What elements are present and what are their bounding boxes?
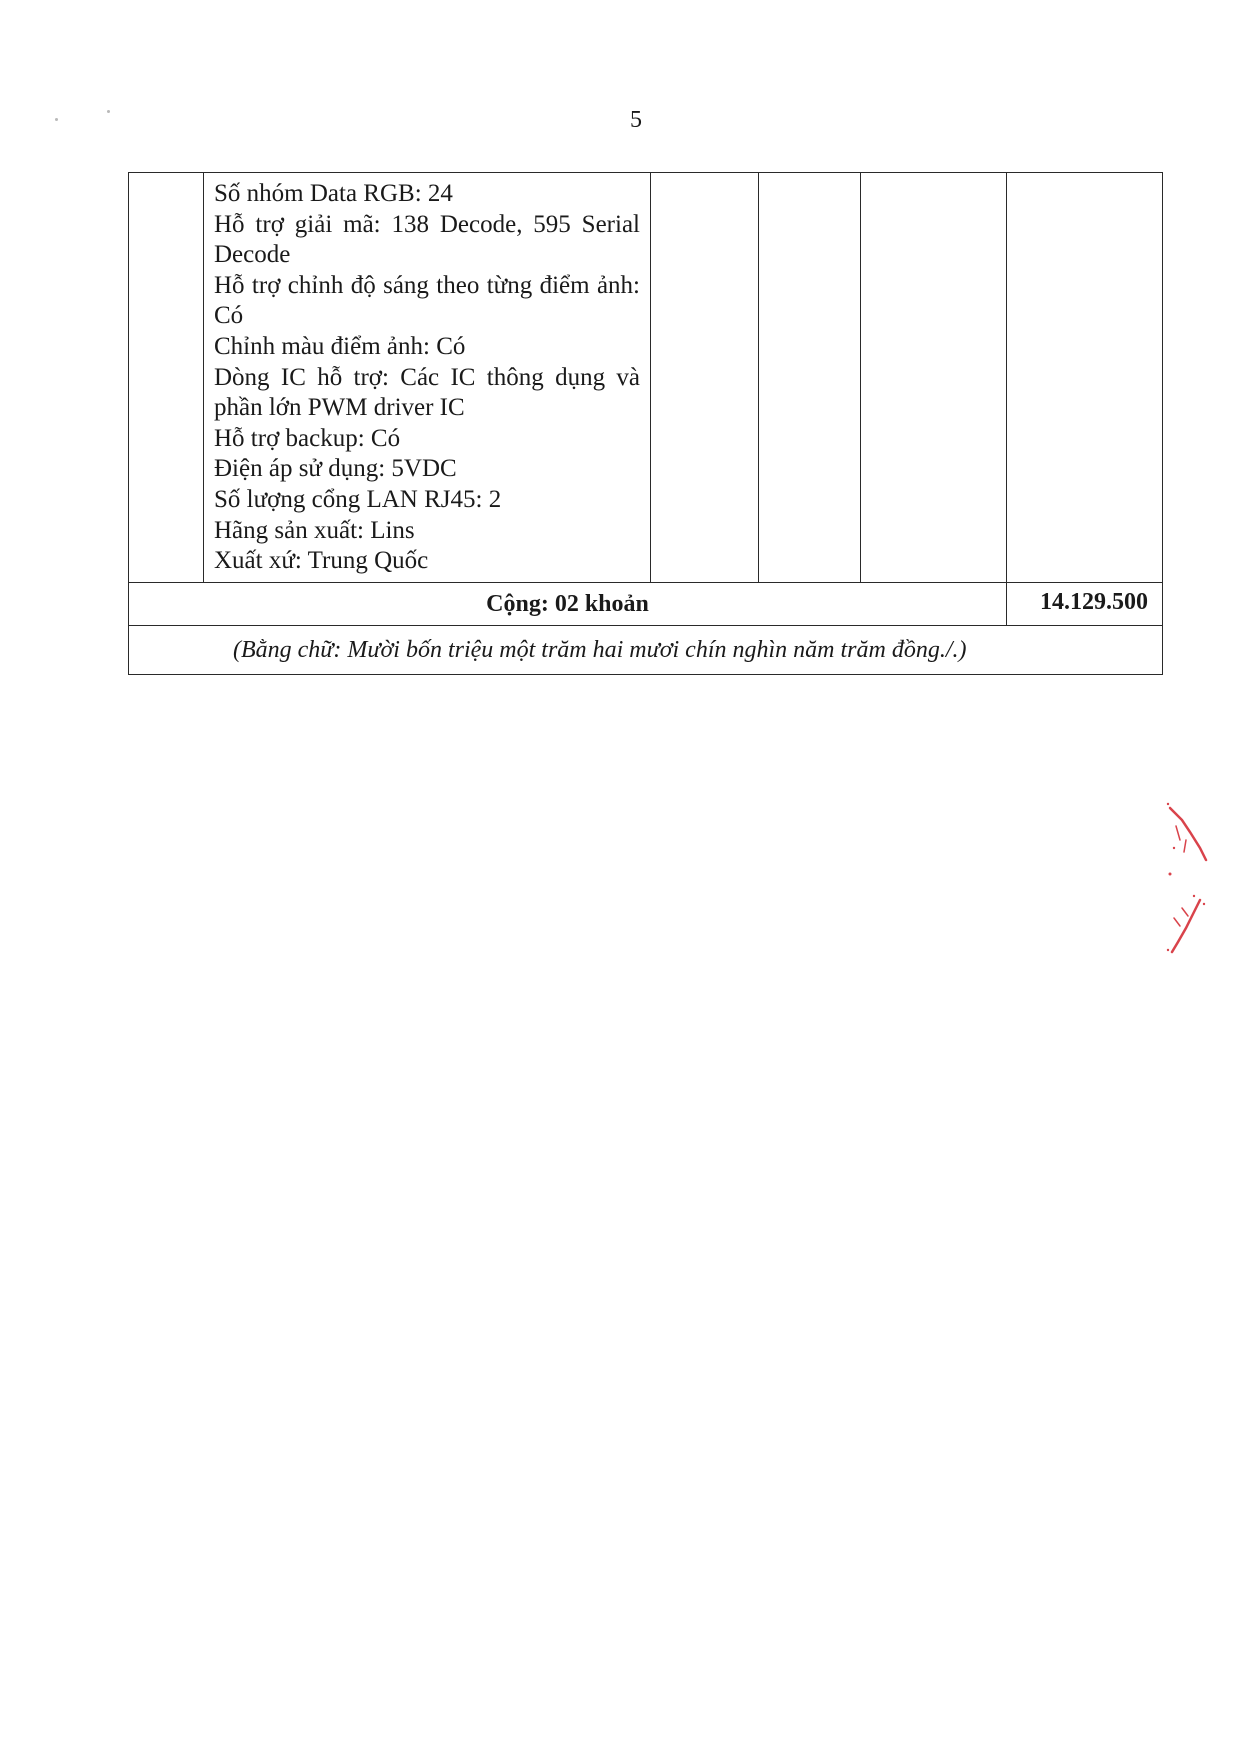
- amount-cell: [1007, 173, 1163, 583]
- in-words-row: [129, 626, 1163, 675]
- index-cell: [129, 173, 204, 583]
- red-stamp-fragment: [1160, 800, 1216, 960]
- spec-line: Xuất xứ: Trung Quốc: [214, 547, 429, 575]
- total-label: Cộng: 02 khoản: [129, 583, 1007, 626]
- spec-cell: [204, 173, 651, 583]
- scan-speck: [107, 110, 110, 113]
- total-value: 14.129.500: [1007, 583, 1163, 626]
- table-row: [129, 173, 1163, 583]
- quantity-cell: [759, 173, 861, 583]
- spec-line: Điện áp sử dụng: 5VDC: [214, 455, 457, 483]
- spec-line: Hỗ trợ backup: Có: [214, 424, 401, 452]
- spec-line: Hỗ trợ chỉnh độ sáng theo từng điểm ảnh: Có: [214, 271, 640, 330]
- spec-line: Dòng IC hỗ trợ: Các IC thông dụng và phần lớn PWM driver IC: [214, 363, 640, 422]
- scan-speck: [55, 118, 58, 121]
- spec-line: Hãng sản xuất: Lins: [214, 516, 415, 544]
- total-row: [129, 583, 1163, 626]
- spec-line: Số lượng cổng LAN RJ45: 2: [214, 485, 502, 513]
- spec-line: Hỗ trợ giải mã: 138 Decode, 595 Serial Decode: [214, 210, 640, 269]
- spec-list: [204, 173, 650, 577]
- specification-table: [128, 172, 1163, 675]
- spec-line: Số nhóm Data RGB: 24: [214, 180, 453, 207]
- spec-line: Chỉnh màu điểm ảnh: Có: [214, 332, 466, 360]
- amount-in-words: (Bằng chữ: Mười bốn triệu một trăm hai mươi chín nghìn năm trăm đồng./.): [129, 626, 1163, 675]
- unit-cell: [651, 173, 759, 583]
- page-number: 5: [630, 107, 642, 133]
- unit-price-cell: [861, 173, 1007, 583]
